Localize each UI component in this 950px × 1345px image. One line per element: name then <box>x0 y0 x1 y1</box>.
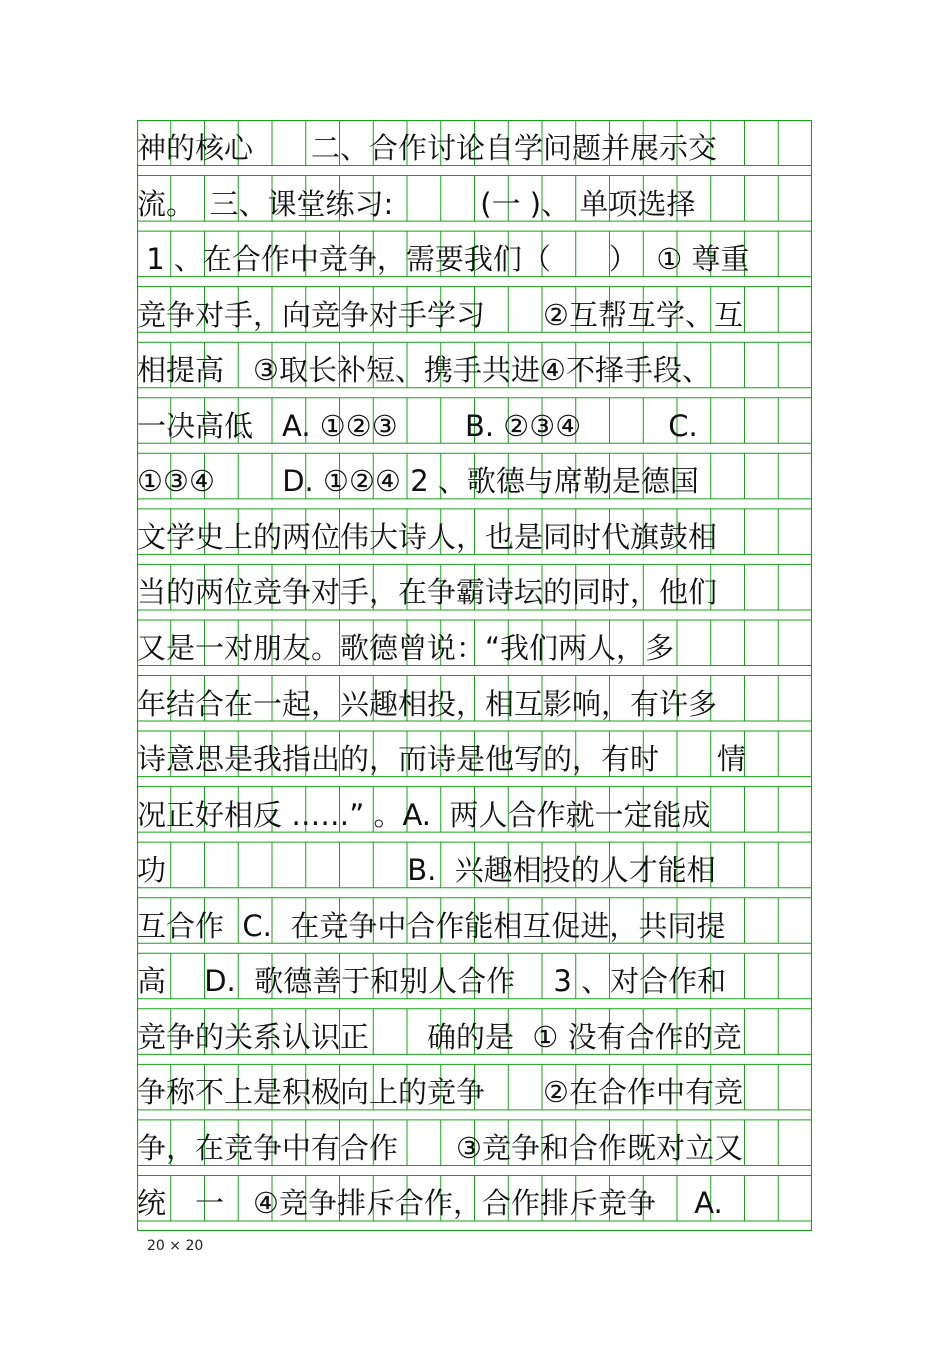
text-line: 文学史上的两位伟大诗人，也是同时代旗鼓相 <box>137 519 718 554</box>
text-line: 当的两位竞争对手，在争霸诗坛的同时，他们 <box>137 575 718 610</box>
text-line: 竞争对手，向竞争对手学习 ②互帮互学、互 <box>137 297 743 332</box>
grid-size-caption: 20 × 20 <box>147 1238 204 1254</box>
text-line: 神的核心 二、合作讨论自学问题并展示交 <box>137 131 718 165</box>
text-line: 互合作 C. 在竞争中合作能相互促进，共同提 <box>137 908 726 943</box>
text-line: 况正好相反 ……” 。A. 两人合作就一定能成 <box>137 797 711 832</box>
text-line: 相提高 ③取长补短、携手共进④不择手段、 <box>137 353 711 388</box>
text-line: 统 一 ④竞争排斥合作，合作排斥竞争 A. <box>137 1186 723 1221</box>
text-line: 竞争的关系认识正 确的是 ① 没有合作的竞 <box>137 1019 742 1054</box>
text-line: 1 、在合作中竞争，需要我们（ ） ① 尊重 <box>137 242 750 277</box>
text-line: 又是一对朋友。歌德曾说：“我们两人，多 <box>137 630 675 665</box>
text-line: 诗意思是我指出的，而诗是他写的，有时 情 <box>137 742 747 777</box>
text-line: 争，在竞争中有合作 ③竞争和合作既对立又 <box>137 1130 743 1165</box>
text-line: 高 D. 歌德善于和别人合作 3 、对合作和 <box>137 964 727 999</box>
text-line: 流。 三、课堂练习: (一 )、 单项选择 <box>137 186 696 221</box>
text-line: 争称不上是积极向上的竞争 ②在合作中有竞 <box>137 1075 743 1110</box>
manuscript-grid-sheet <box>137 120 812 1231</box>
text-line: 一决高低 A. ①②③ B. ②③④ C. <box>137 408 698 443</box>
text-line: ①③④ D. ①②④ 2 、歌德与席勒是德国 <box>137 464 699 499</box>
text-line: 功 B. 兴趣相投的人才能相 <box>137 853 716 888</box>
text-line: 年结合在一起，兴趣相投，相互影响，有许多 <box>137 686 718 721</box>
